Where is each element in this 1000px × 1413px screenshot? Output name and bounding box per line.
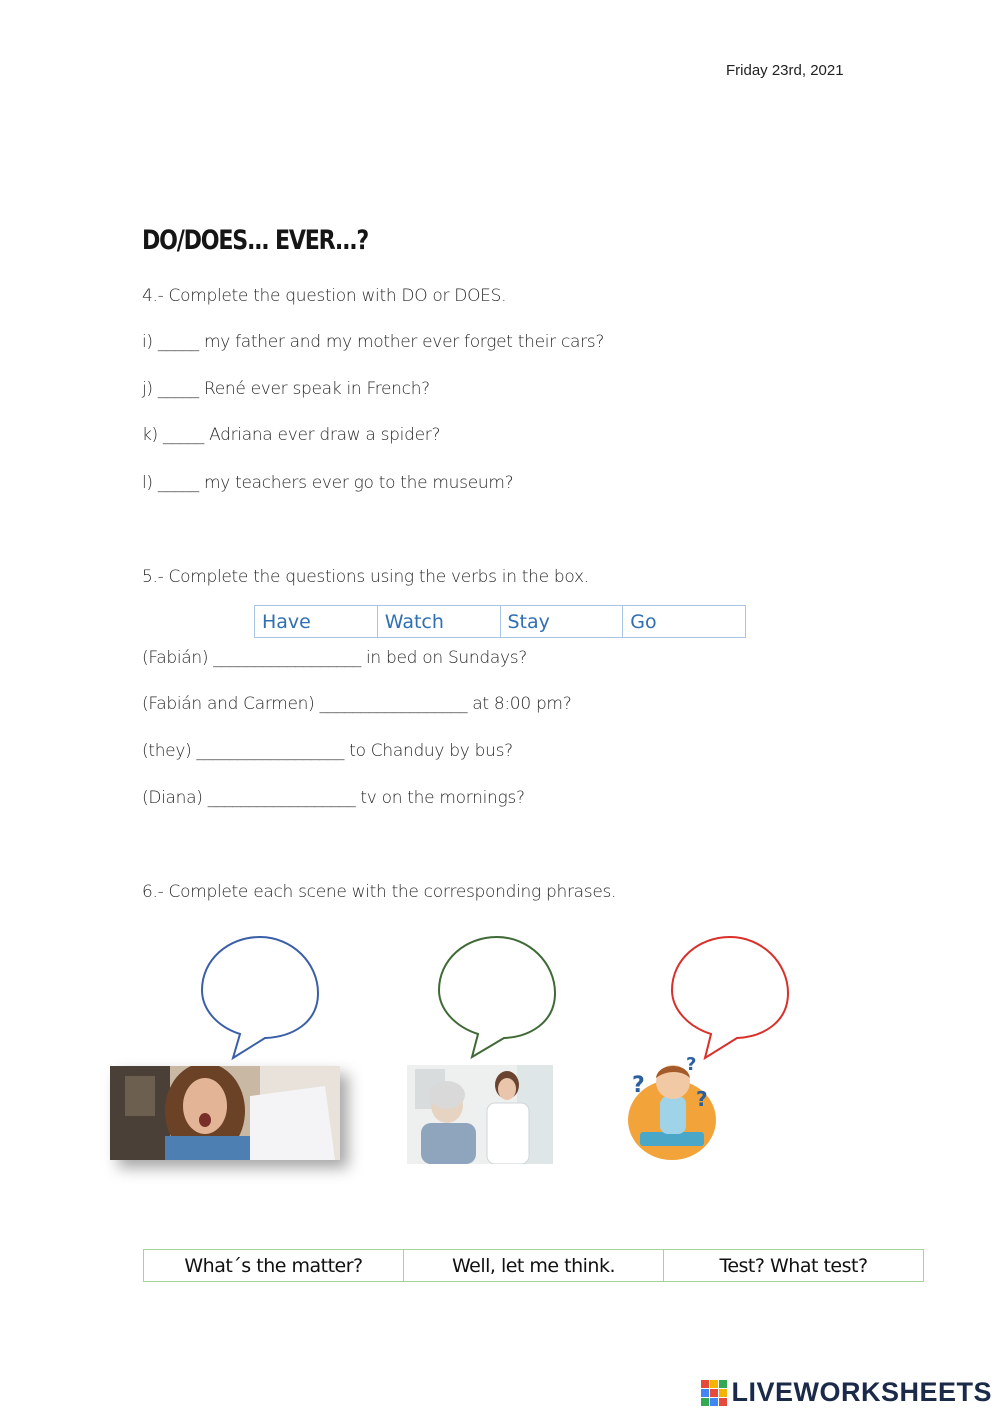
section5-instruction: 5.- Complete the questions using the verbs in the box. [142,567,589,587]
section5-item-2: (Fabián and Carmen) __________________ at 8:00 pm? [142,694,572,714]
speech-bubble-3 [665,930,795,1065]
verb-cell: Watch [378,606,501,637]
phrase-cell[interactable]: What´s the matter? [144,1250,404,1281]
section4-item-j: j) _____ René ever speak in French? [142,379,430,399]
liveworksheets-icon [701,1380,727,1406]
nurse-elderly-photo [407,1065,553,1164]
section5-item-1: (Fabián) __________________ in bed on Sundays? [142,648,528,668]
thinking-boy-illustration [622,1050,722,1162]
brand-text: LIVEWORKSHEETS [731,1377,992,1407]
section6-instruction: 6.- Complete each scene with the corresponding phrases. [142,882,617,902]
section5-item-4: (Diana) __________________ tv on the mornings? [142,788,525,808]
question-mark-icon: ? [686,1054,697,1075]
verb-cell: Have [255,606,378,637]
question-mark-icon: ? [696,1087,708,1111]
liveworksheets-logo[interactable] [701,1377,992,1408]
speech-bubble-1 [195,930,325,1065]
verb-box [254,605,746,638]
phrase-cell[interactable]: Test? What test? [719,1255,868,1277]
phrase-table [143,1249,924,1282]
verb-cell: Go [630,611,657,633]
surprised-woman-photo [110,1066,340,1160]
date-label: Friday 23rd, 2021 [726,62,844,79]
section5-item-3: (they) __________________ to Chanduy by bus? [142,741,513,761]
section4-item-l: l) _____ my teachers ever go to the museum? [142,473,514,493]
section4-item-k: k) _____ Adriana ever draw a spider? [142,425,441,445]
question-mark-icon: ? [632,1073,645,1098]
speech-bubble-2 [432,930,562,1065]
phrase-cell[interactable]: Well, let me think. [404,1250,664,1281]
verb-cell: Stay [501,606,624,637]
worksheet-title: DO/DOES... EVER...? [142,225,369,256]
section4-item-i: i) _____ my father and my mother ever forget their cars? [142,332,605,352]
section4-instruction: 4.- Complete the question with DO or DOES. [142,286,507,306]
